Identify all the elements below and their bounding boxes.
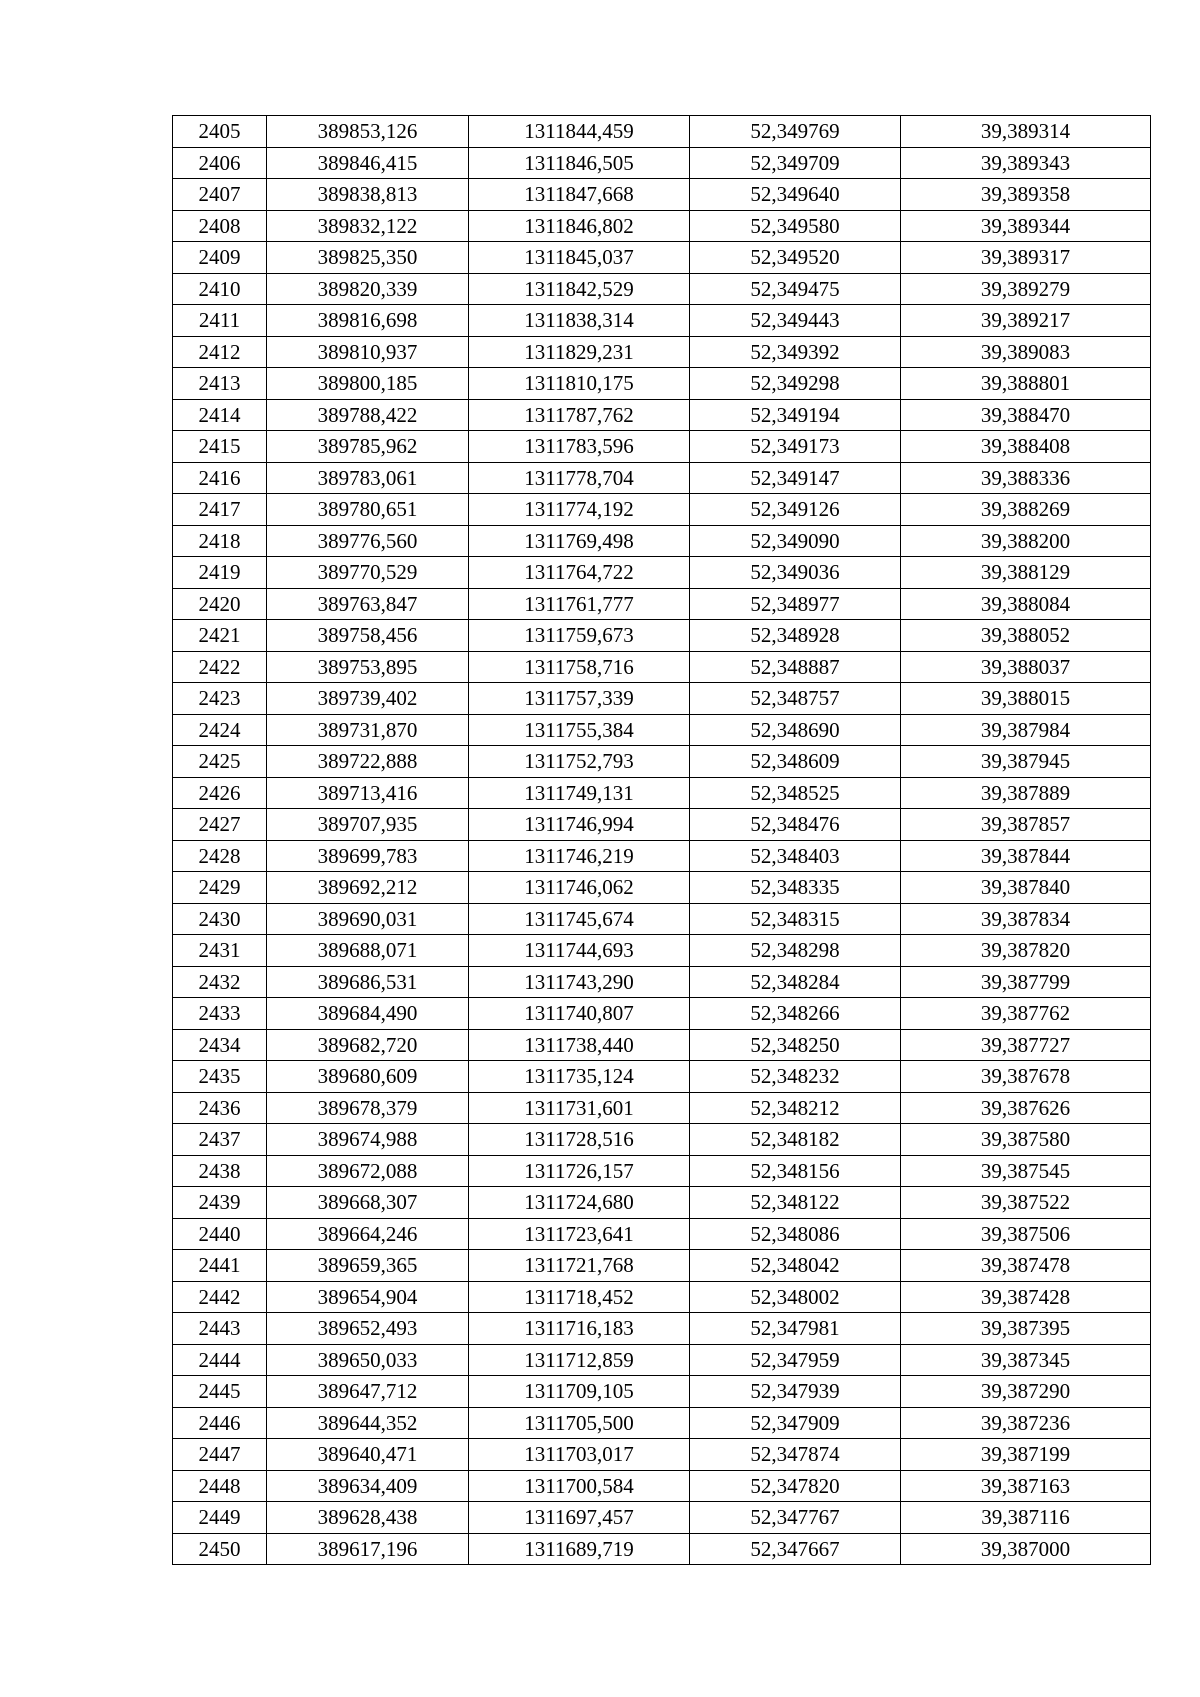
x-coordinate-cell: 389678,379 [267,1092,469,1124]
latitude-cell: 52,349520 [690,242,901,274]
latitude-cell: 52,349126 [690,494,901,526]
point-number-cell: 2406 [173,147,267,179]
latitude-cell: 52,348335 [690,872,901,904]
x-coordinate-cell: 389668,307 [267,1187,469,1219]
longitude-cell: 39,388269 [901,494,1151,526]
y-coordinate-cell: 1311829,231 [469,336,690,368]
longitude-cell: 39,387199 [901,1439,1151,1471]
y-coordinate-cell: 1311728,516 [469,1124,690,1156]
x-coordinate-cell: 389816,698 [267,305,469,337]
y-coordinate-cell: 1311703,017 [469,1439,690,1471]
longitude-cell: 39,387799 [901,966,1151,998]
point-number-cell: 2430 [173,903,267,935]
table-row [173,399,1151,431]
table-row [173,368,1151,400]
longitude-cell: 39,387984 [901,714,1151,746]
latitude-cell: 52,348757 [690,683,901,715]
x-coordinate-cell: 389659,365 [267,1250,469,1282]
latitude-cell: 52,348156 [690,1155,901,1187]
x-coordinate-cell: 389640,471 [267,1439,469,1471]
x-coordinate-cell: 389674,988 [267,1124,469,1156]
x-coordinate-cell: 389785,962 [267,431,469,463]
point-number-cell: 2410 [173,273,267,305]
longitude-cell: 39,387834 [901,903,1151,935]
y-coordinate-cell: 1311731,601 [469,1092,690,1124]
point-number-cell: 2446 [173,1407,267,1439]
x-coordinate-cell: 389686,531 [267,966,469,998]
y-coordinate-cell: 1311705,500 [469,1407,690,1439]
latitude-cell: 52,348977 [690,588,901,620]
longitude-cell: 39,387580 [901,1124,1151,1156]
point-number-cell: 2417 [173,494,267,526]
x-coordinate-cell: 389684,490 [267,998,469,1030]
longitude-cell: 39,388052 [901,620,1151,652]
y-coordinate-cell: 1311721,768 [469,1250,690,1282]
table-row [173,525,1151,557]
x-coordinate-cell: 389776,560 [267,525,469,557]
longitude-cell: 39,388129 [901,557,1151,589]
x-coordinate-cell: 389731,870 [267,714,469,746]
table-row [173,1218,1151,1250]
x-coordinate-cell: 389820,339 [267,273,469,305]
point-number-cell: 2405 [173,116,267,148]
x-coordinate-cell: 389770,529 [267,557,469,589]
latitude-cell: 52,349443 [690,305,901,337]
y-coordinate-cell: 1311757,339 [469,683,690,715]
latitude-cell: 52,348266 [690,998,901,1030]
latitude-cell: 52,347959 [690,1344,901,1376]
y-coordinate-cell: 1311769,498 [469,525,690,557]
table-row [173,242,1151,274]
x-coordinate-cell: 389654,904 [267,1281,469,1313]
y-coordinate-cell: 1311723,641 [469,1218,690,1250]
x-coordinate-cell: 389838,813 [267,179,469,211]
point-number-cell: 2418 [173,525,267,557]
latitude-cell: 52,349173 [690,431,901,463]
point-number-cell: 2439 [173,1187,267,1219]
table-row [173,998,1151,1030]
table-row [173,620,1151,652]
y-coordinate-cell: 1311743,290 [469,966,690,998]
table-row [173,1092,1151,1124]
latitude-cell: 52,348609 [690,746,901,778]
longitude-cell: 39,388037 [901,651,1151,683]
point-number-cell: 2448 [173,1470,267,1502]
longitude-cell: 39,387395 [901,1313,1151,1345]
latitude-cell: 52,349475 [690,273,901,305]
latitude-cell: 52,348002 [690,1281,901,1313]
longitude-cell: 39,387000 [901,1533,1151,1565]
x-coordinate-cell: 389713,416 [267,777,469,809]
x-coordinate-cell: 389650,033 [267,1344,469,1376]
latitude-cell: 52,347909 [690,1407,901,1439]
y-coordinate-cell: 1311774,192 [469,494,690,526]
latitude-cell: 52,348525 [690,777,901,809]
point-number-cell: 2413 [173,368,267,400]
latitude-cell: 52,348887 [690,651,901,683]
table-row [173,1533,1151,1565]
longitude-cell: 39,387820 [901,935,1151,967]
y-coordinate-cell: 1311697,457 [469,1502,690,1534]
longitude-cell: 39,387626 [901,1092,1151,1124]
x-coordinate-cell: 389634,409 [267,1470,469,1502]
x-coordinate-cell: 389688,071 [267,935,469,967]
table-row [173,872,1151,904]
latitude-cell: 52,348086 [690,1218,901,1250]
longitude-cell: 39,388801 [901,368,1151,400]
longitude-cell: 39,387857 [901,809,1151,841]
y-coordinate-cell: 1311844,459 [469,116,690,148]
table-row [173,210,1151,242]
point-number-cell: 2443 [173,1313,267,1345]
y-coordinate-cell: 1311700,584 [469,1470,690,1502]
y-coordinate-cell: 1311745,674 [469,903,690,935]
x-coordinate-cell: 389647,712 [267,1376,469,1408]
table-row [173,1407,1151,1439]
longitude-cell: 39,387727 [901,1029,1151,1061]
point-number-cell: 2441 [173,1250,267,1282]
table-row [173,147,1151,179]
point-number-cell: 2437 [173,1124,267,1156]
point-number-cell: 2444 [173,1344,267,1376]
x-coordinate-cell: 389832,122 [267,210,469,242]
coordinates-table [172,115,1151,1565]
table-row [173,305,1151,337]
latitude-cell: 52,349709 [690,147,901,179]
x-coordinate-cell: 389722,888 [267,746,469,778]
x-coordinate-cell: 389617,196 [267,1533,469,1565]
table-row [173,431,1151,463]
longitude-cell: 39,387345 [901,1344,1151,1376]
table-row [173,1313,1151,1345]
point-number-cell: 2429 [173,872,267,904]
point-number-cell: 2445 [173,1376,267,1408]
x-coordinate-cell: 389628,438 [267,1502,469,1534]
longitude-cell: 39,387236 [901,1407,1151,1439]
y-coordinate-cell: 1311846,505 [469,147,690,179]
table-row [173,1029,1151,1061]
point-number-cell: 2423 [173,683,267,715]
x-coordinate-cell: 389780,651 [267,494,469,526]
point-number-cell: 2436 [173,1092,267,1124]
x-coordinate-cell: 389644,352 [267,1407,469,1439]
latitude-cell: 52,348182 [690,1124,901,1156]
x-coordinate-cell: 389758,456 [267,620,469,652]
longitude-cell: 39,387506 [901,1218,1151,1250]
table-row [173,1124,1151,1156]
point-number-cell: 2427 [173,809,267,841]
longitude-cell: 39,387290 [901,1376,1151,1408]
x-coordinate-cell: 389664,246 [267,1218,469,1250]
x-coordinate-cell: 389739,402 [267,683,469,715]
x-coordinate-cell: 389682,720 [267,1029,469,1061]
table-row [173,116,1151,148]
point-number-cell: 2419 [173,557,267,589]
latitude-cell: 52,347874 [690,1439,901,1471]
y-coordinate-cell: 1311787,762 [469,399,690,431]
table-row [173,1281,1151,1313]
x-coordinate-cell: 389652,493 [267,1313,469,1345]
longitude-cell: 39,388336 [901,462,1151,494]
longitude-cell: 39,389343 [901,147,1151,179]
point-number-cell: 2421 [173,620,267,652]
y-coordinate-cell: 1311746,062 [469,872,690,904]
point-number-cell: 2409 [173,242,267,274]
x-coordinate-cell: 389699,783 [267,840,469,872]
point-number-cell: 2438 [173,1155,267,1187]
longitude-cell: 39,389083 [901,336,1151,368]
table-row [173,1344,1151,1376]
table-row [173,714,1151,746]
y-coordinate-cell: 1311746,219 [469,840,690,872]
point-number-cell: 2428 [173,840,267,872]
point-number-cell: 2432 [173,966,267,998]
longitude-cell: 39,388470 [901,399,1151,431]
latitude-cell: 52,349769 [690,116,901,148]
x-coordinate-cell: 389853,126 [267,116,469,148]
x-coordinate-cell: 389783,061 [267,462,469,494]
latitude-cell: 52,349580 [690,210,901,242]
coordinates-table-body [173,116,1151,1565]
latitude-cell: 52,347767 [690,1502,901,1534]
latitude-cell: 52,348250 [690,1029,901,1061]
point-number-cell: 2416 [173,462,267,494]
point-number-cell: 2433 [173,998,267,1030]
x-coordinate-cell: 389753,895 [267,651,469,683]
point-number-cell: 2407 [173,179,267,211]
y-coordinate-cell: 1311726,157 [469,1155,690,1187]
point-number-cell: 2435 [173,1061,267,1093]
point-number-cell: 2426 [173,777,267,809]
table-row [173,273,1151,305]
latitude-cell: 52,348315 [690,903,901,935]
y-coordinate-cell: 1311838,314 [469,305,690,337]
longitude-cell: 39,387545 [901,1155,1151,1187]
table-row [173,588,1151,620]
y-coordinate-cell: 1311746,994 [469,809,690,841]
y-coordinate-cell: 1311764,722 [469,557,690,589]
latitude-cell: 52,348928 [690,620,901,652]
table-row [173,966,1151,998]
table-row [173,1061,1151,1093]
y-coordinate-cell: 1311738,440 [469,1029,690,1061]
y-coordinate-cell: 1311716,183 [469,1313,690,1345]
longitude-cell: 39,387945 [901,746,1151,778]
y-coordinate-cell: 1311718,452 [469,1281,690,1313]
y-coordinate-cell: 1311724,680 [469,1187,690,1219]
point-number-cell: 2447 [173,1439,267,1471]
longitude-cell: 39,389279 [901,273,1151,305]
x-coordinate-cell: 389810,937 [267,336,469,368]
table-row [173,1155,1151,1187]
longitude-cell: 39,387844 [901,840,1151,872]
table-row [173,1376,1151,1408]
x-coordinate-cell: 389763,847 [267,588,469,620]
latitude-cell: 52,348403 [690,840,901,872]
latitude-cell: 52,348690 [690,714,901,746]
y-coordinate-cell: 1311740,807 [469,998,690,1030]
table-row [173,494,1151,526]
latitude-cell: 52,348232 [690,1061,901,1093]
table-row [173,651,1151,683]
longitude-cell: 39,387522 [901,1187,1151,1219]
table-row [173,903,1151,935]
longitude-cell: 39,387478 [901,1250,1151,1282]
longitude-cell: 39,389217 [901,305,1151,337]
point-number-cell: 2412 [173,336,267,368]
point-number-cell: 2440 [173,1218,267,1250]
point-number-cell: 2431 [173,935,267,967]
point-number-cell: 2408 [173,210,267,242]
point-number-cell: 2422 [173,651,267,683]
latitude-cell: 52,349194 [690,399,901,431]
latitude-cell: 52,349090 [690,525,901,557]
y-coordinate-cell: 1311847,668 [469,179,690,211]
latitude-cell: 52,348476 [690,809,901,841]
table-row [173,336,1151,368]
table-row [173,683,1151,715]
table-row [173,557,1151,589]
longitude-cell: 39,387889 [901,777,1151,809]
x-coordinate-cell: 389692,212 [267,872,469,904]
y-coordinate-cell: 1311758,716 [469,651,690,683]
y-coordinate-cell: 1311778,704 [469,462,690,494]
longitude-cell: 39,387678 [901,1061,1151,1093]
y-coordinate-cell: 1311842,529 [469,273,690,305]
table-row [173,179,1151,211]
latitude-cell: 52,348042 [690,1250,901,1282]
y-coordinate-cell: 1311845,037 [469,242,690,274]
latitude-cell: 52,347667 [690,1533,901,1565]
y-coordinate-cell: 1311846,802 [469,210,690,242]
x-coordinate-cell: 389680,609 [267,1061,469,1093]
y-coordinate-cell: 1311709,105 [469,1376,690,1408]
latitude-cell: 52,347820 [690,1470,901,1502]
latitude-cell: 52,347981 [690,1313,901,1345]
longitude-cell: 39,388084 [901,588,1151,620]
x-coordinate-cell: 389800,185 [267,368,469,400]
y-coordinate-cell: 1311783,596 [469,431,690,463]
latitude-cell: 52,349147 [690,462,901,494]
longitude-cell: 39,387163 [901,1470,1151,1502]
latitude-cell: 52,348122 [690,1187,901,1219]
x-coordinate-cell: 389788,422 [267,399,469,431]
latitude-cell: 52,349298 [690,368,901,400]
y-coordinate-cell: 1311759,673 [469,620,690,652]
longitude-cell: 39,389344 [901,210,1151,242]
point-number-cell: 2414 [173,399,267,431]
point-number-cell: 2415 [173,431,267,463]
table-row [173,1187,1151,1219]
table-row [173,1502,1151,1534]
longitude-cell: 39,388200 [901,525,1151,557]
longitude-cell: 39,389358 [901,179,1151,211]
y-coordinate-cell: 1311752,793 [469,746,690,778]
x-coordinate-cell: 389825,350 [267,242,469,274]
y-coordinate-cell: 1311712,859 [469,1344,690,1376]
y-coordinate-cell: 1311755,384 [469,714,690,746]
point-number-cell: 2450 [173,1533,267,1565]
table-row [173,1250,1151,1282]
table-row [173,462,1151,494]
point-number-cell: 2434 [173,1029,267,1061]
longitude-cell: 39,389314 [901,116,1151,148]
latitude-cell: 52,349640 [690,179,901,211]
point-number-cell: 2411 [173,305,267,337]
latitude-cell: 52,348298 [690,935,901,967]
latitude-cell: 52,349036 [690,557,901,589]
table-row [173,746,1151,778]
y-coordinate-cell: 1311761,777 [469,588,690,620]
x-coordinate-cell: 389846,415 [267,147,469,179]
table-row [173,809,1151,841]
x-coordinate-cell: 389690,031 [267,903,469,935]
longitude-cell: 39,387428 [901,1281,1151,1313]
point-number-cell: 2420 [173,588,267,620]
longitude-cell: 39,388015 [901,683,1151,715]
longitude-cell: 39,387840 [901,872,1151,904]
y-coordinate-cell: 1311744,693 [469,935,690,967]
latitude-cell: 52,347939 [690,1376,901,1408]
point-number-cell: 2425 [173,746,267,778]
longitude-cell: 39,388408 [901,431,1151,463]
longitude-cell: 39,387762 [901,998,1151,1030]
longitude-cell: 39,387116 [901,1502,1151,1534]
latitude-cell: 52,349392 [690,336,901,368]
x-coordinate-cell: 389672,088 [267,1155,469,1187]
table-row [173,1470,1151,1502]
point-number-cell: 2424 [173,714,267,746]
x-coordinate-cell: 389707,935 [267,809,469,841]
y-coordinate-cell: 1311749,131 [469,777,690,809]
point-number-cell: 2442 [173,1281,267,1313]
latitude-cell: 52,348212 [690,1092,901,1124]
y-coordinate-cell: 1311735,124 [469,1061,690,1093]
table-row [173,935,1151,967]
longitude-cell: 39,389317 [901,242,1151,274]
table-row [173,1439,1151,1471]
table-row [173,840,1151,872]
y-coordinate-cell: 1311810,175 [469,368,690,400]
point-number-cell: 2449 [173,1502,267,1534]
latitude-cell: 52,348284 [690,966,901,998]
table-row [173,777,1151,809]
y-coordinate-cell: 1311689,719 [469,1533,690,1565]
